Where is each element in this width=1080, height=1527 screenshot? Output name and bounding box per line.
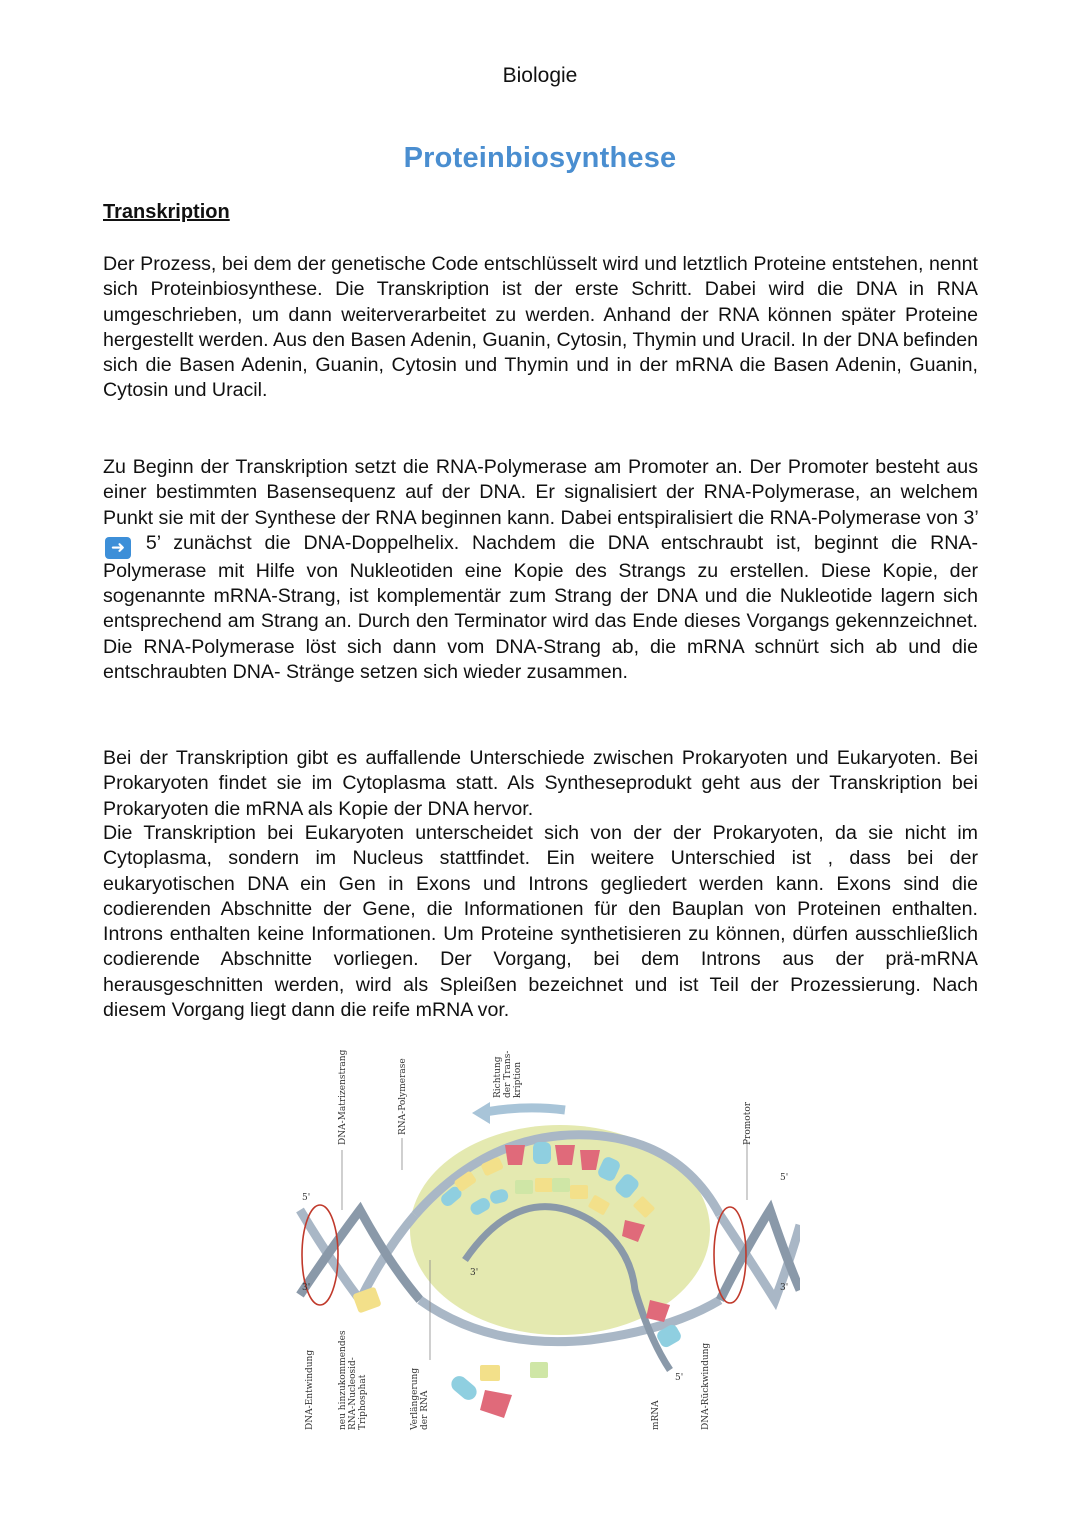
- free-adenine: [480, 1390, 512, 1418]
- base-cytosine: [535, 1178, 553, 1192]
- base-adenine: [505, 1145, 525, 1165]
- paragraph-eukaryotes: Die Transkription bei Eukaryoten unterscheidet sich von der der Prokaryoten, da sie nicht im Cytoplasma, sondern im Nucleus stattfindet. Ein weitere Unterschied ist , dass bei der eukaryotischen DNA ein Gen in Exons und Introns gegliedert werden kann. Exons sind die codierenden Abschnitte der Gene, die Informationen für den Bauplan von Proteinen enthalten. Introns enthalten keine Informationen. Um Proteine synthetisieren zu können, dürfen ausschließlich codierende Abschnitte vorliegen. Der Vorgang, bei dem Introns aus der prä-mRNA herausgeschnitten werden, wird als Spleißen bezeichnet und ist Teil der Prozessierung. Nach diesem Vorgang liegt dann die reife mRNA vor.: [103, 822, 978, 1022]
- label-direction-2: der Trans-: [503, 1050, 513, 1098]
- base-adenine: [555, 1145, 575, 1165]
- label-dna-matrizenstrang: DNA-Matrizenstrang: [338, 1050, 348, 1145]
- base-uracil: [515, 1180, 533, 1194]
- label-end-5-rna: 5': [675, 1373, 684, 1383]
- label-dna-rueckwindung: DNA-Rückwindung: [701, 1342, 711, 1430]
- base-uracil: [552, 1178, 570, 1192]
- label-end-5-right: 5': [780, 1173, 789, 1183]
- paragraph-process-part2: 5’ zunächst die DNA-Doppelhelix. Nachdem die DNA entschraubt ist, beginnt die RNA-Polymerase mit Hilfe von Nukleotiden eine Kopie des Strangs zu erstellen. Diese Kopie, der sogenannte mRNA-Strang, ist komplementär zum Strang der DNA und die Nukleotide lagern sich entsprechend am Strang an. Durch den Terminator wird das Ende dieses Vorgangs gekennzeichnet. Die RNA-Polymerase löst sich dann vom DNA-Strang ab, die mRNA schnürt sich ab und die entschraubten DNA- Stränge setzen sich wieder zusammen.: [103, 531, 978, 684]
- transcription-diagram: [290, 1050, 800, 1440]
- base-guanine: [533, 1142, 551, 1164]
- label-nucleotide-2: RNA-Nucleosid-: [348, 1357, 358, 1430]
- label-end-3-right: 3': [780, 1283, 789, 1293]
- label-rna-polymerase: RNA-Polymerase: [398, 1058, 408, 1135]
- label-nucleotide-1: neu hinzukommendes: [338, 1330, 348, 1430]
- paragraph-intro: Der Prozess, bei dem der genetische Code entschlüsselt wird und letztlich Proteine entstehen, nennt sich Proteinbiosynthese. Die Transkription ist der erste Schritt. Dabei wird die DNA in RNA umgeschrieben, um dann weiterverarbeitet zu werden. Anhand der RNA können später Proteine hergestellt werden. Aus den Basen Adenin, Guanin, Cytosin, Thymin und Uracil. In der DNA befinden sich die Basen Adenin, Guanin, Cytosin und Thymin und in der mRNA die Basen Adenin, Guanin, Cytosin und Uracil.: [103, 253, 978, 402]
- dna-strand-left-a: [300, 1210, 415, 1300]
- label-elongation-2: der RNA: [420, 1390, 430, 1430]
- dna-strand-left-b: [300, 1210, 420, 1300]
- label-dna-entwindung: DNA-Entwindung: [305, 1349, 315, 1430]
- subject-header: Biologie: [502, 64, 578, 87]
- right-arrow-icon: ➜: [105, 537, 131, 559]
- label-mrna: mRNA: [651, 1400, 661, 1430]
- base-cytosine: [570, 1185, 588, 1199]
- label-end-3-left: 3': [302, 1283, 311, 1293]
- label-direction-1: Richtung: [493, 1056, 503, 1098]
- free-cytosine: [480, 1365, 500, 1381]
- label-elongation-1: Verlängerung: [410, 1367, 420, 1430]
- label-nucleotide-3: Triphosphat: [358, 1374, 368, 1430]
- label-promotor: Promotor: [743, 1101, 753, 1145]
- paragraph-prokaryotes: Bei der Transkription gibt es auffallende Unterschiede zwischen Prokaryoten und Eukaryoten. Bei Prokaryoten findet sie im Cytoplasma statt. Als Syntheseprodukt geht aus der Transkription bei Prokaryoten die mRNA als Kopie der DNA hervor.: [103, 747, 978, 820]
- free-uracil: [530, 1362, 548, 1378]
- label-end-3-rna: 3': [470, 1268, 479, 1278]
- label-end-5-left: 5': [302, 1193, 311, 1203]
- free-guanine: [448, 1373, 480, 1403]
- page-title: Proteinbiosynthese: [403, 142, 677, 174]
- label-direction-3: kription: [513, 1061, 523, 1098]
- direction-arrowhead-icon: [472, 1102, 490, 1124]
- section-heading: Transkription: [103, 201, 230, 223]
- paragraph-process-part1: Zu Beginn der Transkription setzt die RNA-Polymerase am Promoter an. Der Promoter besteht aus einer bestimmten Basensequenz auf der DNA. Er signalisiert der RNA-Polymerase, an welchem Punkt sie mit der Synthese der RNA beginnen kann. Dabei entspiralisiert die RNA-Polymerase von 3’: [103, 456, 978, 529]
- direction-arrow-icon: [485, 1108, 565, 1112]
- paragraph-process: [103, 455, 978, 685]
